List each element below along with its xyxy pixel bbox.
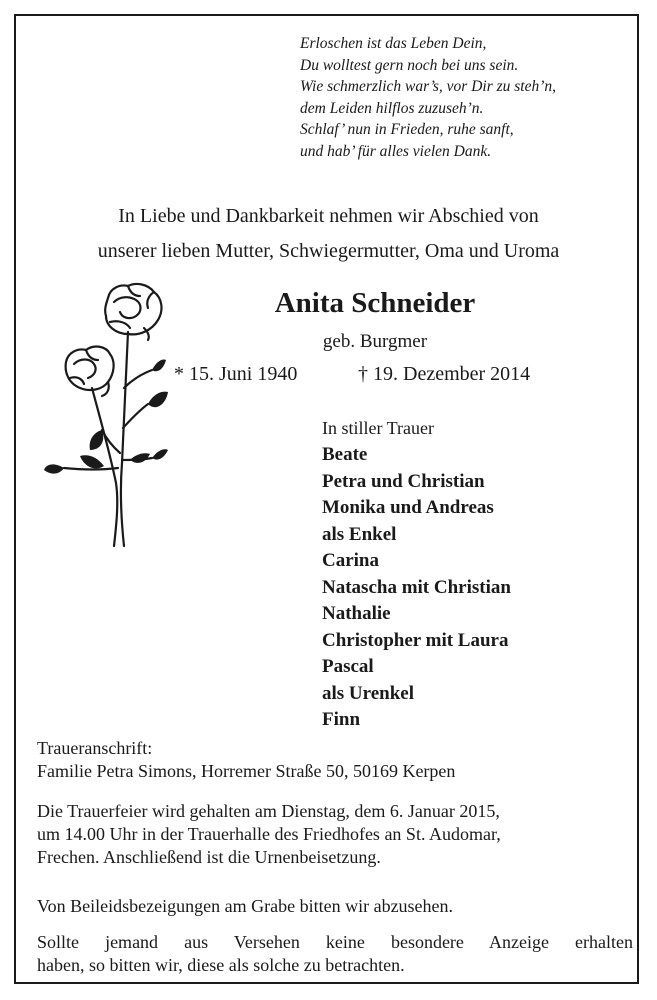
poem-line: Du wolltest gern noch bei uns sein. (300, 56, 519, 74)
condolence-request (37, 895, 633, 918)
intro-line: In Liebe und Dankbarkeit nehmen wir Abschied von (118, 205, 539, 227)
poem-line: Schlaf’ nun in Frieden, ruhe sanft, (300, 121, 514, 138)
mourner-name: Monika und Andreas (322, 497, 494, 518)
mourner-name: Carina (322, 550, 379, 571)
mourner-name: Christopher mit Laura (322, 629, 509, 651)
service-line: Frechen. Anschließend ist die Urnenbeisetzung. (37, 847, 381, 867)
maiden-name: geb. Burgmer (322, 331, 428, 352)
mourner-name: Finn (322, 709, 361, 730)
condolence-text: Von Beileidsbezeigungen am Grabe bitten wir abzusehen. (37, 896, 454, 916)
birth-date: * 15. Juni 1940 (174, 363, 298, 385)
mourner-name: als Urenkel (322, 682, 415, 704)
mourning-address (37, 737, 633, 783)
address-label: Traueranschrift: (37, 738, 153, 758)
mourner-name: Natascha mit Christian (322, 576, 511, 598)
rose-illustration-icon (44, 278, 169, 553)
service-line: um 14.00 Uhr in der Trauerhalle des Friedhofes an St. Audomar, (37, 824, 501, 844)
poem-line: und hab’ für alles vielen Dank. (300, 142, 492, 160)
mourner-name: Petra und Christian (322, 470, 485, 492)
mourners-lead: In stiller Trauer (322, 418, 434, 438)
notice-line: haben, so bitten wir, diese als solche zu betrachten. (37, 955, 405, 975)
poem-line: Erloschen ist das Leben Dein, (300, 35, 487, 52)
deceased-name: Anita Schneider (274, 287, 476, 319)
service-line: Die Trauerfeier wird gehalten am Dienstag, dem 6. Januar 2015, (37, 801, 500, 821)
notice-line: Sollte jemand aus Versehen keine besondere Anzeige erhalten (37, 932, 633, 952)
service-info (37, 800, 633, 869)
mourner-name: Beate (322, 444, 368, 465)
mourner-name: Pascal (322, 656, 374, 677)
poem-line: dem Leiden hilflos zuzuseh’n. (300, 99, 484, 117)
mourner-name: Nathalie (322, 603, 391, 624)
mourner-name: als Enkel (322, 523, 397, 545)
mourners-list (322, 415, 511, 734)
missing-notice-note (37, 931, 633, 977)
poem (300, 33, 556, 162)
death-date: † 19. Dezember 2014 (358, 363, 531, 385)
intro-text (0, 199, 657, 269)
address-value: Familie Petra Simons, Horremer Straße 50, 50169 Kerpen (37, 761, 456, 781)
intro-line: unserer lieben Mutter, Schwiegermutter, Oma und Uroma (97, 240, 560, 262)
poem-line: Wie schmerzlich war’s, vor Dir zu steh’n, (300, 78, 557, 95)
